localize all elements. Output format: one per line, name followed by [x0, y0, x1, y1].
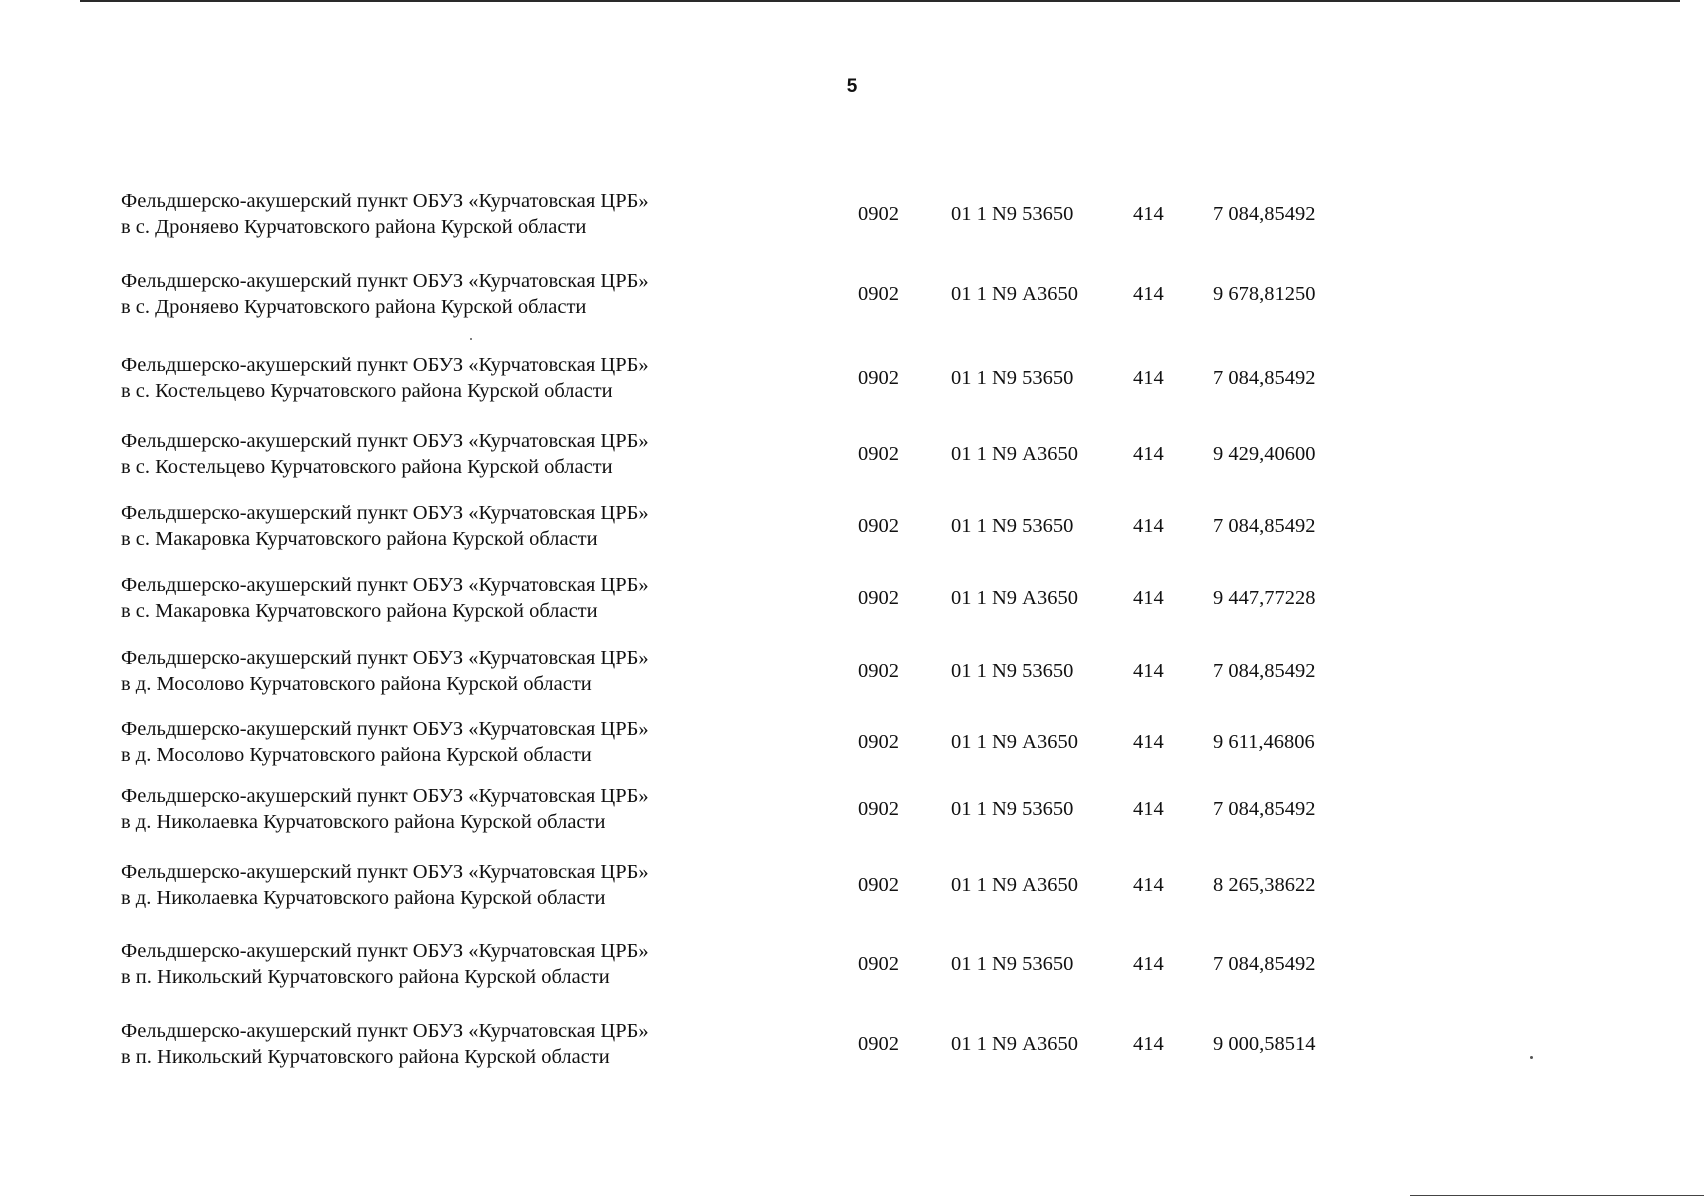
table-row — [0, 428, 1704, 484]
section-code: 0902 — [858, 798, 899, 820]
target-article-code: 01 1 N9 А3650 — [951, 587, 1078, 609]
amount: 7 084,85492 — [1213, 953, 1316, 975]
table-row — [0, 268, 1704, 324]
section-code: 0902 — [858, 443, 899, 465]
expense-type-code: 414 — [1133, 443, 1164, 465]
table-row — [0, 352, 1704, 408]
row-description-line2: в д. Мосолово Курчатовского района Курской области — [121, 673, 592, 695]
target-article-code: 01 1 N9 53650 — [951, 515, 1074, 537]
table-row — [0, 716, 1704, 772]
row-description-line2: в с. Дроняево Курчатовского района Курской области — [121, 216, 587, 238]
expense-type-code: 414 — [1133, 587, 1164, 609]
expense-type-code: 414 — [1133, 203, 1164, 225]
section-code: 0902 — [858, 367, 899, 389]
table-row — [0, 783, 1704, 839]
row-description — [121, 428, 821, 480]
row-description-line2: в с. Костельцево Курчатовского района Курской области — [121, 456, 613, 478]
row-description-line2: в п. Никольский Курчатовского района Курской области — [121, 1046, 610, 1068]
row-description-line2: в с. Дроняево Курчатовского района Курской области — [121, 296, 587, 318]
section-code: 0902 — [858, 660, 899, 682]
row-description-line2: в д. Мосолово Курчатовского района Курской области — [121, 744, 592, 766]
table-row — [0, 572, 1704, 628]
expense-type-code: 414 — [1133, 798, 1164, 820]
bottom-scan-edge — [1410, 1195, 1704, 1196]
row-description — [121, 572, 821, 624]
target-article-code: 01 1 N9 53650 — [951, 203, 1074, 225]
row-description-line1: Фельдшерско-акушерский пункт ОБУЗ «Курчатовская ЦРБ» — [121, 190, 649, 212]
target-article-code: 01 1 N9 53650 — [951, 953, 1074, 975]
target-article-code: 01 1 N9 А3650 — [951, 1033, 1078, 1055]
amount: 8 265,38622 — [1213, 874, 1316, 896]
expense-type-code: 414 — [1133, 660, 1164, 682]
table-row — [0, 938, 1704, 994]
row-description-line2: в с. Макаровка Курчатовского района Курской области — [121, 528, 598, 550]
expense-type-code: 414 — [1133, 367, 1164, 389]
row-description-line1: Фельдшерско-акушерский пункт ОБУЗ «Курчатовская ЦРБ» — [121, 718, 649, 740]
scan-speck — [470, 338, 472, 340]
expense-type-code: 414 — [1133, 874, 1164, 896]
row-description-line1: Фельдшерско-акушерский пункт ОБУЗ «Курчатовская ЦРБ» — [121, 647, 649, 669]
table-row — [0, 859, 1704, 915]
row-description-line1: Фельдшерско-акушерский пункт ОБУЗ «Курчатовская ЦРБ» — [121, 1020, 649, 1042]
section-code: 0902 — [858, 731, 899, 753]
scan-speck — [1530, 1056, 1533, 1059]
row-description-line1: Фельдшерско-акушерский пункт ОБУЗ «Курчатовская ЦРБ» — [121, 574, 649, 596]
row-description — [121, 716, 821, 768]
amount: 7 084,85492 — [1213, 515, 1316, 537]
target-article-code: 01 1 N9 53650 — [951, 798, 1074, 820]
table-row — [0, 1018, 1704, 1074]
page-number: 5 — [846, 76, 858, 97]
target-article-code: 01 1 N9 А3650 — [951, 283, 1078, 305]
section-code: 0902 — [858, 203, 899, 225]
target-article-code: 01 1 N9 А3650 — [951, 443, 1078, 465]
expense-type-code: 414 — [1133, 953, 1164, 975]
amount: 9 611,46806 — [1213, 731, 1315, 753]
table-row — [0, 500, 1704, 556]
expense-type-code: 414 — [1133, 731, 1164, 753]
amount: 7 084,85492 — [1213, 367, 1316, 389]
section-code: 0902 — [858, 953, 899, 975]
row-description-line2: в д. Николаевка Курчатовского района Курской области — [121, 811, 606, 833]
row-description-line1: Фельдшерско-акушерский пункт ОБУЗ «Курчатовская ЦРБ» — [121, 785, 649, 807]
row-description-line1: Фельдшерско-акушерский пункт ОБУЗ «Курчатовская ЦРБ» — [121, 354, 649, 376]
amount: 7 084,85492 — [1213, 798, 1316, 820]
row-description-line1: Фельдшерско-акушерский пункт ОБУЗ «Курчатовская ЦРБ» — [121, 270, 649, 292]
amount: 9 447,77228 — [1213, 587, 1316, 609]
row-description-line1: Фельдшерско-акушерский пункт ОБУЗ «Курчатовская ЦРБ» — [121, 861, 649, 883]
row-description-line2: в с. Костельцево Курчатовского района Курской области — [121, 380, 613, 402]
row-description-line2: в д. Николаевка Курчатовского района Курской области — [121, 887, 606, 909]
section-code: 0902 — [858, 1033, 899, 1055]
amount: 7 084,85492 — [1213, 203, 1316, 225]
row-description — [121, 352, 821, 404]
table-row — [0, 645, 1704, 701]
row-description — [121, 1018, 821, 1070]
expense-type-code: 414 — [1133, 515, 1164, 537]
section-code: 0902 — [858, 587, 899, 609]
target-article-code: 01 1 N9 А3650 — [951, 874, 1078, 896]
row-description-line1: Фельдшерско-акушерский пункт ОБУЗ «Курчатовская ЦРБ» — [121, 502, 649, 524]
amount: 9 678,81250 — [1213, 283, 1316, 305]
top-scan-edge — [80, 0, 1680, 2]
row-description — [121, 859, 821, 911]
amount: 7 084,85492 — [1213, 660, 1316, 682]
target-article-code: 01 1 N9 53650 — [951, 367, 1074, 389]
section-code: 0902 — [858, 874, 899, 896]
expense-type-code: 414 — [1133, 1033, 1164, 1055]
table-row — [0, 188, 1704, 244]
section-code: 0902 — [858, 283, 899, 305]
amount: 9 429,40600 — [1213, 443, 1316, 465]
expense-type-code: 414 — [1133, 283, 1164, 305]
row-description — [121, 783, 821, 835]
row-description — [121, 268, 821, 320]
row-description-line1: Фельдшерско-акушерский пункт ОБУЗ «Курчатовская ЦРБ» — [121, 940, 649, 962]
row-description — [121, 500, 821, 552]
row-description-line2: в п. Никольский Курчатовского района Курской области — [121, 966, 610, 988]
row-description — [121, 188, 821, 240]
row-description — [121, 938, 821, 990]
target-article-code: 01 1 N9 А3650 — [951, 731, 1078, 753]
row-description — [121, 645, 821, 697]
row-description-line2: в с. Макаровка Курчатовского района Курской области — [121, 600, 598, 622]
amount: 9 000,58514 — [1213, 1033, 1316, 1055]
section-code: 0902 — [858, 515, 899, 537]
row-description-line1: Фельдшерско-акушерский пункт ОБУЗ «Курчатовская ЦРБ» — [121, 430, 649, 452]
target-article-code: 01 1 N9 53650 — [951, 660, 1074, 682]
